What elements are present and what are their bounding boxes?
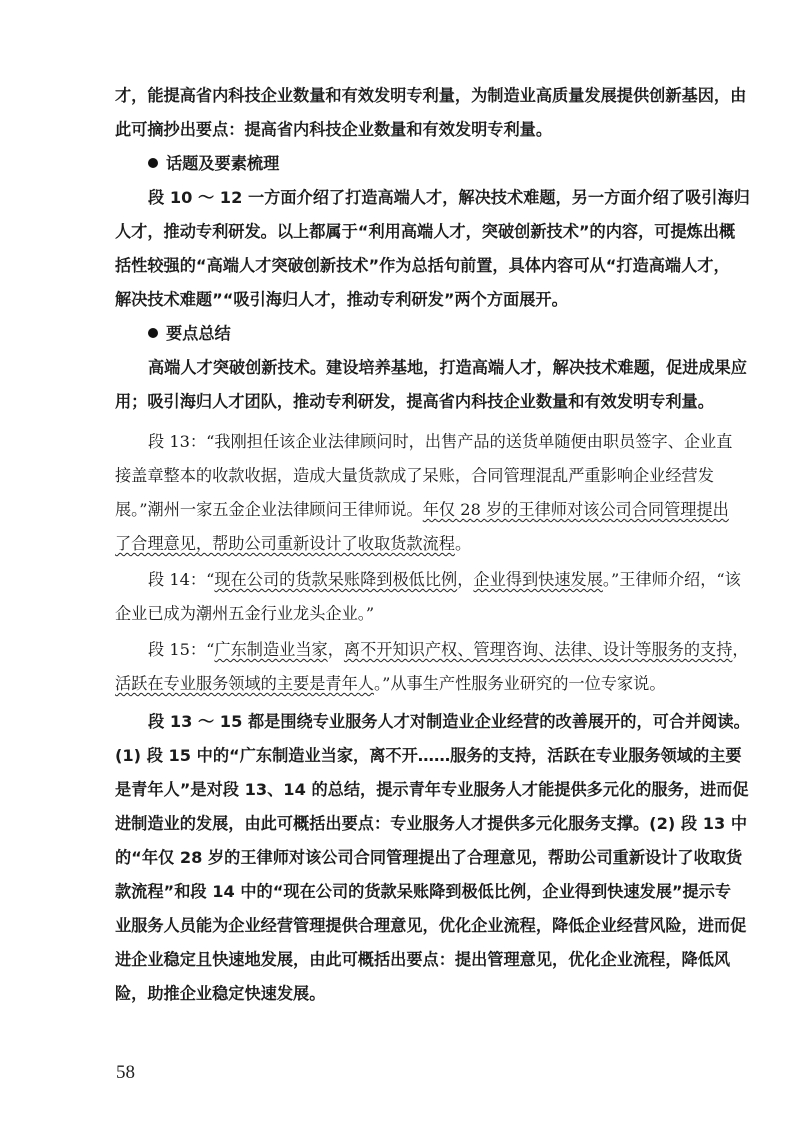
- underlined-text: 广东制造业当家: [214, 640, 328, 659]
- underlined-text: 年仅 28 岁的王律师对该公司合同管理提出: [422, 500, 729, 519]
- paragraph-line: 进制造业的发展，由此可概括出要点：专业服务人才提供多元化服务支撑。(2) 段 13 中: [115, 814, 748, 833]
- heading-text: 话题及要素梳理: [166, 154, 280, 173]
- source-line: 接盖章整本的收款收据，造成大量货款成了呆账，合同管理混乱严重影响企业经营发: [115, 466, 714, 485]
- source-line: [0, 568, 800, 592]
- paragraph-line: 人才，推动专利研发。以上都属于“利用高端人才，突破创新技术”的内容，可提炼出概: [115, 222, 736, 241]
- underlined-text: 活跃在专业服务领域的主要是青年人: [115, 674, 374, 693]
- paragraph-line: 段 13 ～ 15 都是围绕专业服务人才对制造业企业经营的改善展开的，可合并阅读。: [148, 712, 750, 731]
- underlined-text: 离不开知识产权、管理咨询、法律、设计等服务的支持: [343, 640, 733, 659]
- underlined-text: 现在公司的货款呆账降到极低比例: [214, 570, 458, 589]
- underlined-text: 企业得到快速发展: [473, 570, 603, 589]
- source-text: ，: [732, 640, 749, 659]
- source-line: [0, 638, 800, 662]
- paragraph-line: 段 10 ～ 12 一方面介绍了打造高端人才，解决技术难题，另一方面介绍了吸引海归: [148, 188, 750, 207]
- bullet-icon: [148, 158, 158, 168]
- source-line: 段 13：“我刚担任该企业法律顾问时，出售产品的送货单随便由职员签字、企业直: [148, 432, 733, 451]
- paragraph-line: 用；吸引海归人才团队，推动专利研发，提高省内科技企业数量和有效发明专利量。: [115, 392, 714, 411]
- paragraph-line: 括性较强的“高端人才突破创新技术”作为总括句前置，具体内容可从“打造高端人才，: [115, 256, 730, 275]
- paragraph-line: 业服务人员能为企业经营管理提供合理意见，优化企业流程，降低企业经营风险，进而促: [115, 916, 747, 935]
- section-heading: [0, 322, 800, 346]
- source-text: 段 14：“: [148, 570, 215, 589]
- paragraph-line: 此可摘抄出要点：提高省内科技企业数量和有效发明专利量。: [115, 120, 553, 139]
- source-line: 企业已成为潮州五金行业龙头企业。”: [115, 604, 375, 623]
- source-text: ，: [327, 640, 344, 659]
- source-line: [0, 498, 800, 522]
- source-text: 。”从事生产性服务业研究的一位专家说。: [374, 674, 666, 693]
- paragraph-line: 的“年仅 28 岁的王律师对该公司合同管理提出了合理意见，帮助公司重新设计了收取货: [115, 848, 743, 867]
- source-text: 展。”潮州一家五金企业法律顾问王律师说。: [115, 500, 423, 519]
- paragraph-line: 险，助推企业稳定快速发展。: [115, 984, 326, 1003]
- section-heading: [0, 152, 800, 176]
- source-line: [0, 532, 800, 556]
- underlined-text: 了合理意见，帮助公司重新设计了收取货款流程: [115, 534, 455, 553]
- page-number: 58: [116, 1062, 135, 1083]
- source-text: ，: [457, 570, 474, 589]
- source-line: [0, 672, 800, 696]
- paragraph-line: 才，能提高省内科技企业数量和有效发明专利量，为制造业高质量发展提供创新基因，由: [115, 86, 747, 105]
- paragraph-line: 是青年人”是对段 13、14 的总结，提示青年专业服务人才能提供多元化的服务，进而促: [115, 780, 749, 799]
- paragraph-line: 解决技术难题”“吸引海归人才，推动专利研发”两个方面展开。: [115, 290, 568, 309]
- paragraph-line: 进企业稳定且快速地发展，由此可概括出要点：提出管理意见，优化企业流程，降低风: [115, 950, 731, 969]
- paragraph-line: (1) 段 15 中的“广东制造业当家，离不开……服务的支持，活跃在专业服务领域的主要: [115, 746, 742, 765]
- heading-text: 要点总结: [166, 324, 231, 343]
- source-text: 。: [454, 534, 472, 553]
- bullet-icon: [148, 328, 158, 338]
- paragraph-line: 高端人才突破创新技术。建设培养基地，打造高端人才，解决技术难题，促进成果应: [148, 358, 747, 377]
- paragraph-line: 款流程”和段 14 中的“现在公司的货款呆账降到极低比例，企业得到快速发展”提示专: [115, 882, 732, 901]
- source-text: 。”王律师介绍，“该: [602, 570, 741, 589]
- source-text: 段 15：“: [148, 640, 215, 659]
